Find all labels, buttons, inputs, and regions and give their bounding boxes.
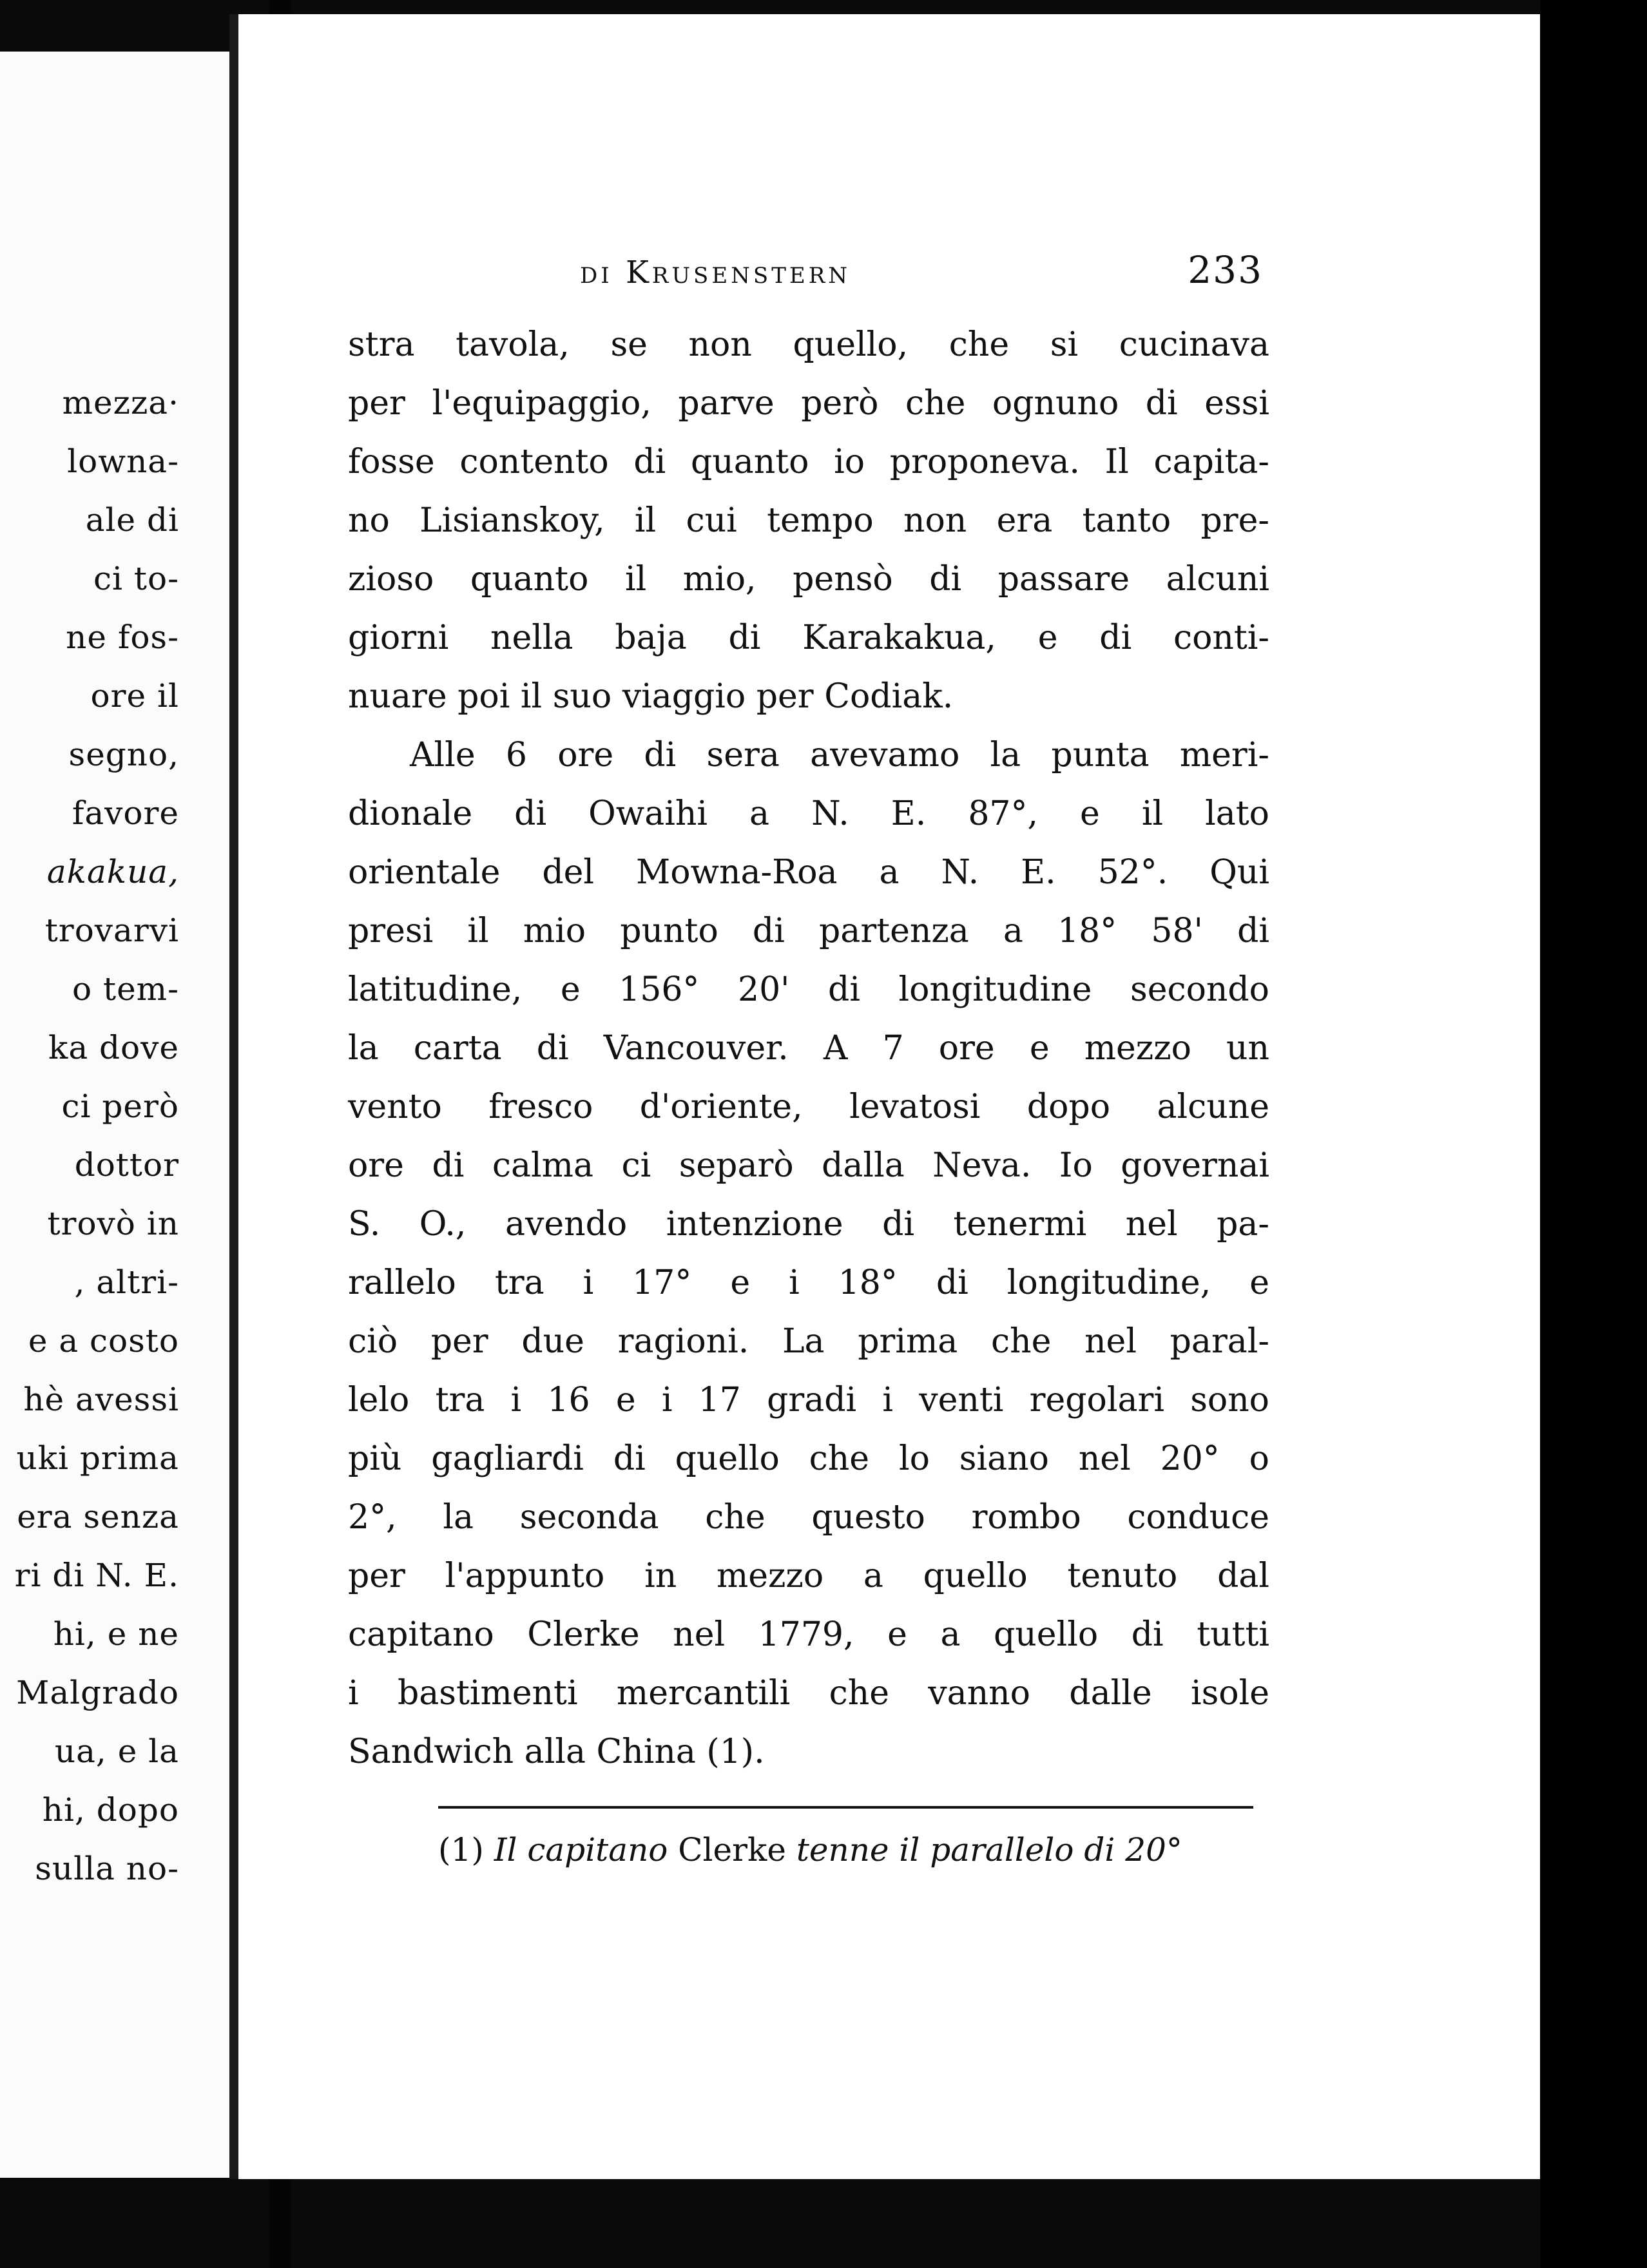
- text-line: Sandwich alla China (1).: [348, 1733, 765, 1771]
- text-line: fosse contento di quanto io proponeva. Il capita-: [348, 443, 1269, 481]
- left-line: ale di: [85, 501, 179, 539]
- main-text: [348, 316, 1269, 1782]
- text-line: capitano Clerke nel 1779, e a quello di tutti: [348, 1615, 1269, 1654]
- text-line: più gagliardi di quello che lo siano nel 20° o: [348, 1439, 1269, 1478]
- left-line: trovò in: [47, 1205, 179, 1242]
- left-line: ore il: [90, 677, 179, 715]
- left-line: trovarvi: [44, 912, 179, 949]
- running-head: [515, 248, 1263, 306]
- footnote-text-end: tenne il parallelo di 20°: [796, 1831, 1182, 1869]
- left-line: lowna-: [67, 443, 179, 480]
- text-line: ciò per due ragioni. La prima che nel paral-: [348, 1322, 1269, 1361]
- text-line: dionale di Owaihi a N. E. 87°, e il lato: [348, 794, 1269, 833]
- text-line: stra tavola, se non quello, che si cucinava: [348, 325, 1269, 364]
- footnote-marker: (1): [438, 1831, 484, 1869]
- text-line: orientale del Mowna-Roa a N. E. 52°. Qui: [348, 853, 1269, 892]
- text-line: latitudine, e 156° 20' di longitudine secondo: [348, 970, 1269, 1009]
- left-line: ci però: [61, 1088, 179, 1125]
- left-line: e a costo: [28, 1322, 179, 1360]
- text-line: per l'appunto in mezzo a quello tenuto dal: [348, 1557, 1269, 1595]
- left-line: favore: [72, 794, 179, 832]
- text-line: giorni nella baja di Karakakua, e di conti-: [348, 619, 1269, 657]
- text-line: no Lisianskoy, il cui tempo non era tanto pre-: [348, 501, 1269, 540]
- left-line: Malgrado: [16, 1674, 179, 1711]
- footnote-name: Clerke: [678, 1831, 786, 1869]
- left-line: o tem-: [72, 970, 179, 1008]
- left-line: mezza·: [62, 384, 179, 421]
- left-line: , altri-: [74, 1264, 179, 1301]
- text-line: ore di calma ci separò dalla Neva. Io governai: [348, 1146, 1269, 1185]
- text-line: i bastimenti mercantili che vanno dalle isole: [348, 1674, 1269, 1713]
- footnote: [438, 1831, 1295, 1869]
- text-line: nuare poi il suo viaggio per Codiak.: [348, 677, 954, 716]
- text-line: S. O., avendo intenzione di tenermi nel pa-: [348, 1205, 1269, 1244]
- left-line: ne fos-: [66, 619, 179, 656]
- left-line: segno,: [68, 736, 179, 773]
- page-edge-shadow: [1540, 0, 1647, 2268]
- left-line: akakua,: [46, 853, 179, 890]
- left-line: dottor: [74, 1146, 179, 1184]
- text-line: per l'equipaggio, parve però che ognuno di essi: [348, 384, 1269, 423]
- left-line: ci to-: [93, 560, 179, 597]
- left-line: hi, dopo: [42, 1791, 179, 1829]
- text-line: zioso quanto il mio, pensò di passare alcuni: [348, 560, 1269, 599]
- page-number: 233: [1188, 248, 1263, 292]
- left-line: uki prima: [16, 1439, 179, 1477]
- left-line: ka dove: [48, 1029, 179, 1066]
- left-line: sulla no-: [35, 1850, 179, 1887]
- text-line: presi il mio punto di partenza a 18° 58' di: [348, 912, 1269, 950]
- left-line: hi, e ne: [53, 1615, 179, 1653]
- running-head-title: di Krusenstern: [580, 255, 851, 291]
- text-line: lelo tra i 16 e i 17 gradi i venti regolari sono: [348, 1381, 1269, 1419]
- text-line: rallelo tra i 17° e i 18° di longitudine, e: [348, 1264, 1269, 1302]
- footnote-rule: [438, 1806, 1253, 1809]
- paragraph-start: Alle 6 ore di sera avevamo la punta meri-: [410, 736, 1269, 774]
- left-line: ri di N. E.: [14, 1557, 179, 1594]
- text-line: la carta di Vancouver. A 7 ore e mezzo un: [348, 1029, 1269, 1068]
- text-line: vento fresco d'oriente, levatosi dopo alcune: [348, 1088, 1269, 1126]
- left-line: hè avessi: [23, 1381, 179, 1418]
- left-line: ua, e la: [54, 1733, 179, 1770]
- footnote-text-start: Il capitano: [494, 1831, 668, 1869]
- text-line: 2°, la seconda che questo rombo conduce: [348, 1498, 1269, 1537]
- left-line: era senza: [17, 1498, 179, 1535]
